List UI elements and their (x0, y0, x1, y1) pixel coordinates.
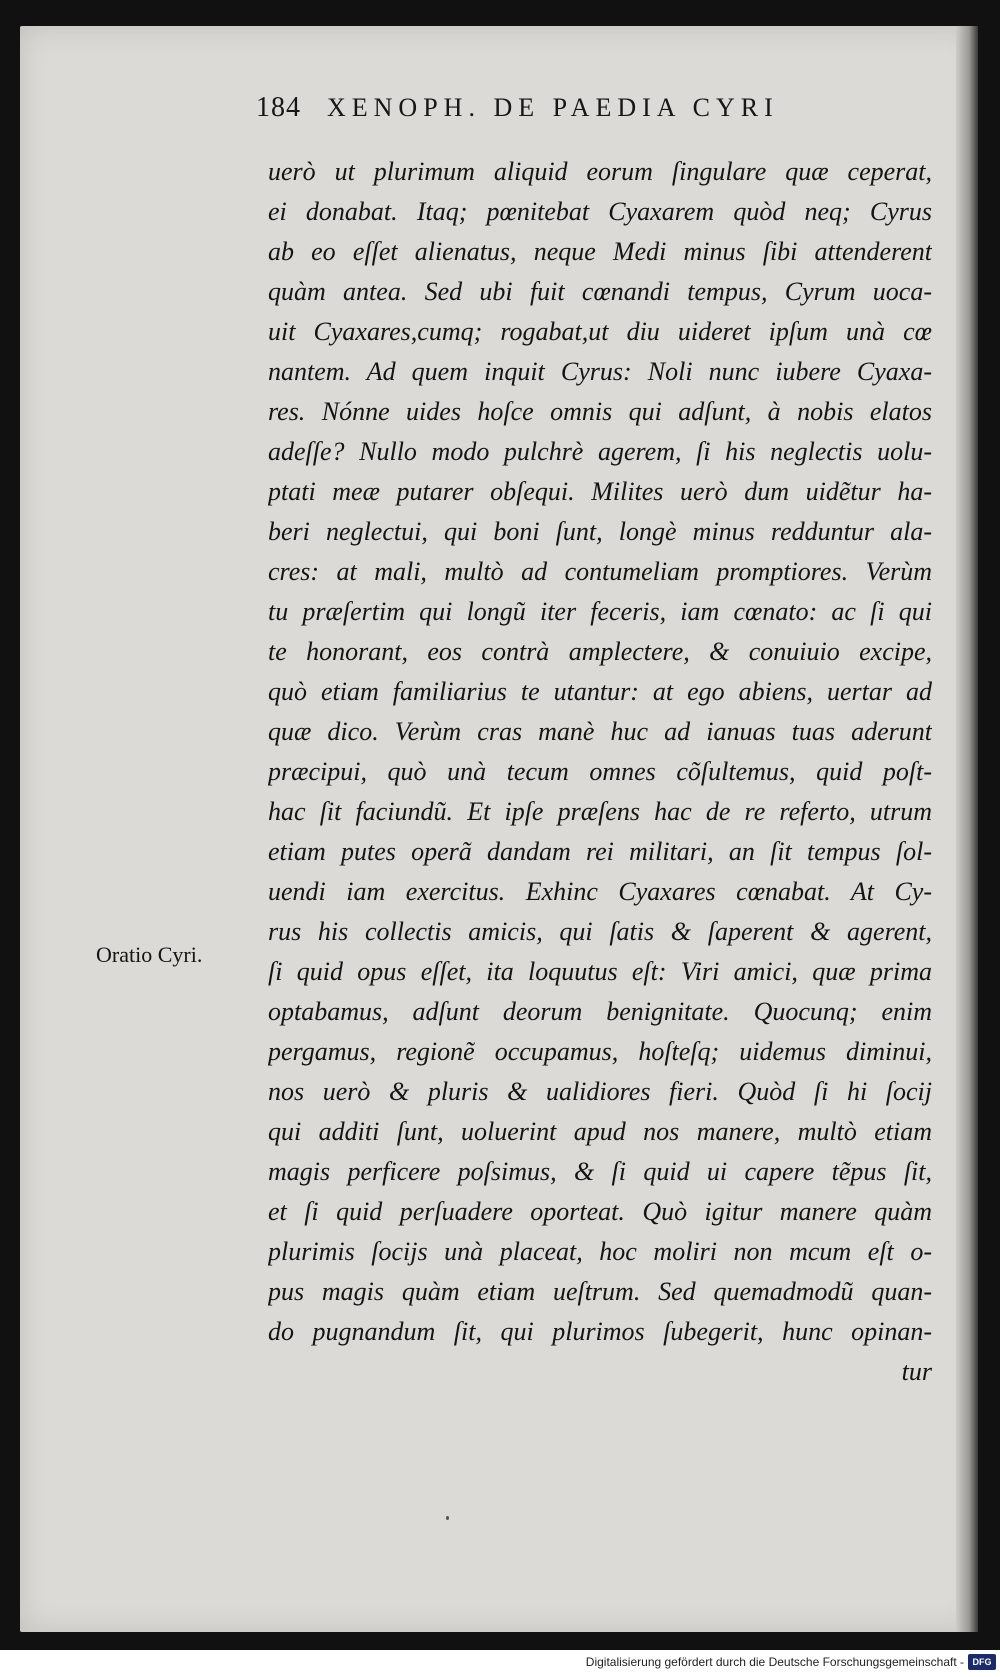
text-line: ptati meæ putarer obſequi. Milites uerò dum uidẽtur ha- (268, 477, 932, 506)
text-line: beri neglectui, qui boni ſunt, longè minus redduntur ala- (268, 517, 932, 546)
ink-speck (446, 1516, 449, 1520)
text-line: pus magis quàm etiam ueſtrum. Sed quemadmodũ quan- (268, 1277, 932, 1306)
funding-credit: Digitalisierung gefördert durch die Deutsche Forschungsgemeinschaft - (585, 1655, 964, 1669)
body-text (268, 152, 932, 1392)
catchword: tur (901, 1357, 932, 1386)
text-line: et ſi quid perſuadere oporteat. Quò igitur manere quàm (268, 1197, 932, 1226)
dfg-logo: DFG (968, 1654, 996, 1670)
running-header (256, 92, 896, 132)
running-head-title: XENOPH. DE PAEDIA CYRI (327, 93, 779, 122)
text-line: do pugnandum ſit, qui plurimos ſubegerit, hunc opinan- (268, 1317, 932, 1346)
text-line: cres: at mali, multò ad contumeliam promptiores. Verùm (268, 557, 932, 586)
page-edge (956, 26, 978, 1632)
text-line: ſi quid opus eſſet, ita loquutus eſt: Viri amici, quæ prima (268, 957, 932, 986)
text-line: quàm antea. Sed ubi fuit cœnandi tempus, Cyrum uoca- (268, 277, 932, 306)
text-line: ei donabat. Itaq; pœnitebat Cyaxarem quòd neq; Cyrus (268, 197, 932, 226)
page-number: 184 (256, 92, 301, 123)
text-line: uendi iam exercitus. Exhinc Cyaxares cœnabat. At Cy- (268, 877, 932, 906)
text-line: te honorant, eos contrà amplectere, & conuiuio excipe, (268, 637, 932, 666)
text-line: uerò ut plurimum aliquid eorum ſingulare quæ ceperat, (268, 157, 932, 186)
text-line: optabamus, adſunt deorum benignitate. Quocunq; enim (268, 997, 932, 1026)
marginal-note: Oratio Cyri. (96, 942, 203, 967)
text-line: pergamus, regionẽ occupamus, hoſteſq; uidemus diminui, (268, 1037, 932, 1066)
text-line: plurimis ſocijs unà placeat, hoc moliri non mcum eſt o- (268, 1237, 932, 1266)
text-line: quò etiam familiarius te utantur: at ego abiens, uertar ad (268, 677, 932, 706)
text-line: etiam putes operã dandam rei militari, an ſit tempus ſol- (268, 837, 932, 866)
text-line: præcipui, quò unà tecum omnes cõſultemus, quid poſt- (268, 757, 932, 786)
text-line: nos uerò & pluris & ualidiores fieri. Quòd ſi hi ſocij (268, 1077, 932, 1106)
text-line: uit Cyaxares,cumq; rogabat,ut diu uideret ipſum unà cœ (268, 317, 932, 346)
text-line: quæ dico. Verùm cras manè huc ad ianuas tuas aderunt (268, 717, 932, 746)
text-line: tu præſertim qui longũ iter feceris, iam cœnato: ac ſi qui (268, 597, 932, 626)
text-line: adeſſe? Nullo modo pulchrè agerem, ſi his neglectis uolu- (268, 437, 932, 466)
text-line: magis perficere poſsimus, & ſi quid ui capere tẽpus ſit, (268, 1157, 932, 1186)
text-line: qui additi ſunt, uoluerint apud nos manere, multò etiam (268, 1117, 932, 1146)
text-line: hac ſit faciundũ. Et ipſe præſens hac de re referto, utrum (268, 797, 932, 826)
book-page (20, 26, 978, 1632)
digitization-footer (0, 1650, 1000, 1677)
text-line: ab eo eſſet alienatus, neque Medi minus ſibi attenderent (268, 237, 932, 266)
text-line: rus his collectis amicis, qui ſatis & ſaperent & agerent, (268, 917, 932, 946)
text-line: res. Nónne uides hoſce omnis qui adſunt, à nobis elatos (268, 397, 932, 426)
text-line: nantem. Ad quem inquit Cyrus: Noli nunc iubere Cyaxa- (268, 357, 932, 386)
